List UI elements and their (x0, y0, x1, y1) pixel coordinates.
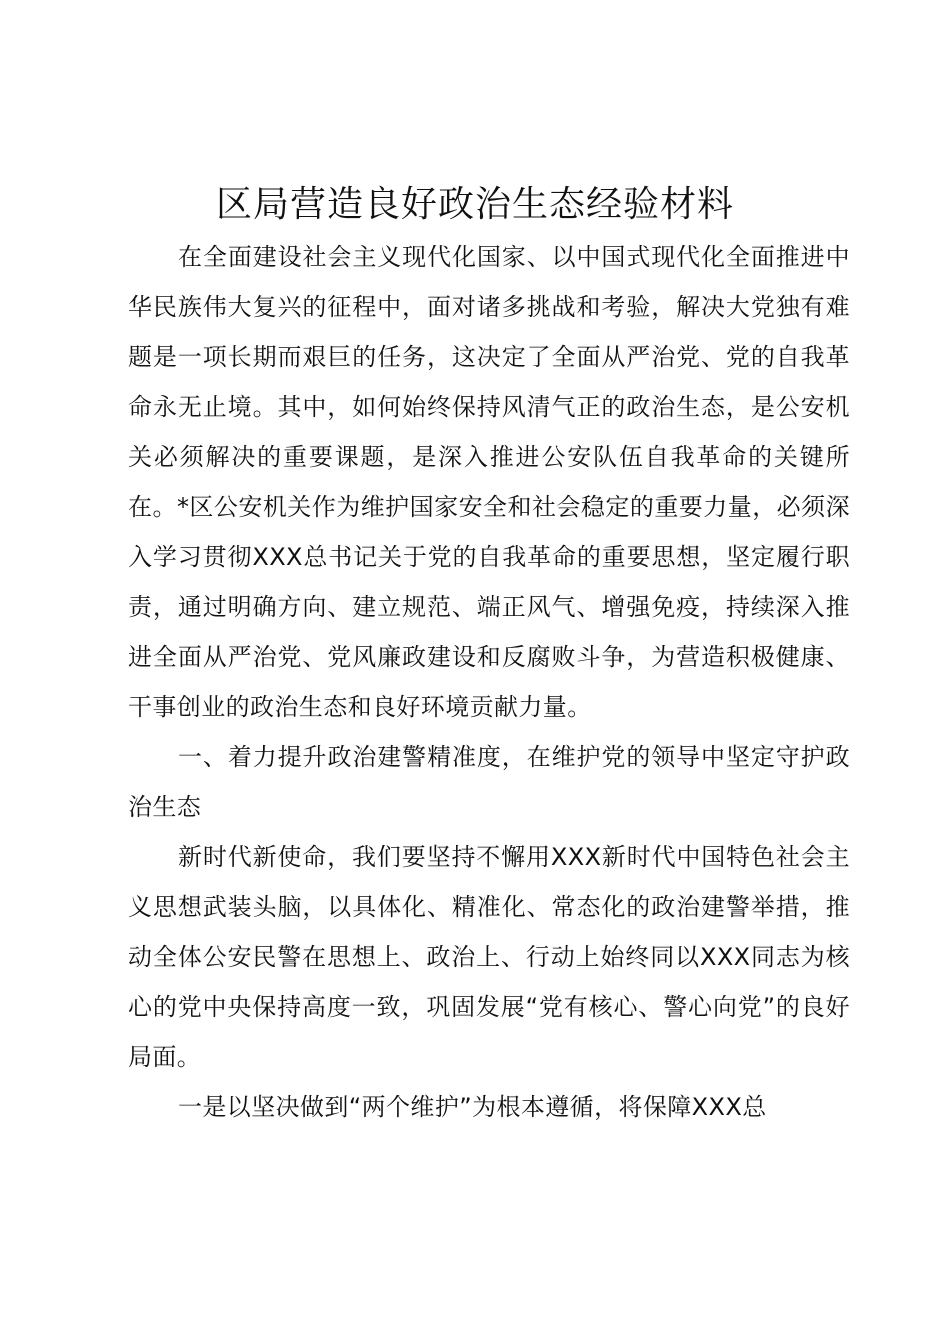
point-paragraph: 一是以坚决做到“两个维护”为根本遵循，将保障XXX总 (178, 1093, 767, 1121)
document-title: 区局营造良好政治生态经验材料 (215, 184, 734, 225)
intro-paragraph: 在全面建设社会主义现代化国家、以中国式现代化全面推进中华民族伟大复兴的征程中，面对诸多挑战和考验，解决大党独有难题是一项长期而艰巨的任务，这决定了全面从严治党、党的自我革命永无止境。其中，如何始终保持风清气正的政治生态，是公安机关必须解决的重要课题，是深入推进公安队伍自我革命的关键所在。*区公安机关作为维护国家安全和社会稳定的重要力量，必须深入学习贯彻XXX总书记关于党的自我革命的重要思想，坚定履行职责，通过明确方向、建立规范、端正风气、增强免疫，持续深入推进全面从严治党、党风廉政建设和反腐败斗争，为营造积极健康、干事创业的政治生态和良好环境贡献力量。 (128, 243, 850, 721)
document-body (128, 232, 850, 1132)
section-heading: 一、着力提升政治建警精准度，在维护党的领导中坚定守护政治生态 (128, 743, 850, 821)
section-paragraph: 新时代新使命，我们要坚持不懈用XXX新时代中国特色社会主义思想武装头脑，以具体化、精准化、常态化的政治建警举措，推动全体公安民警在思想上、政治上、行动上始终同以XXX同志为核心的党中央保持高度一致，巩固发展“党有核心、警心向党”的良好局面。 (128, 843, 850, 1071)
